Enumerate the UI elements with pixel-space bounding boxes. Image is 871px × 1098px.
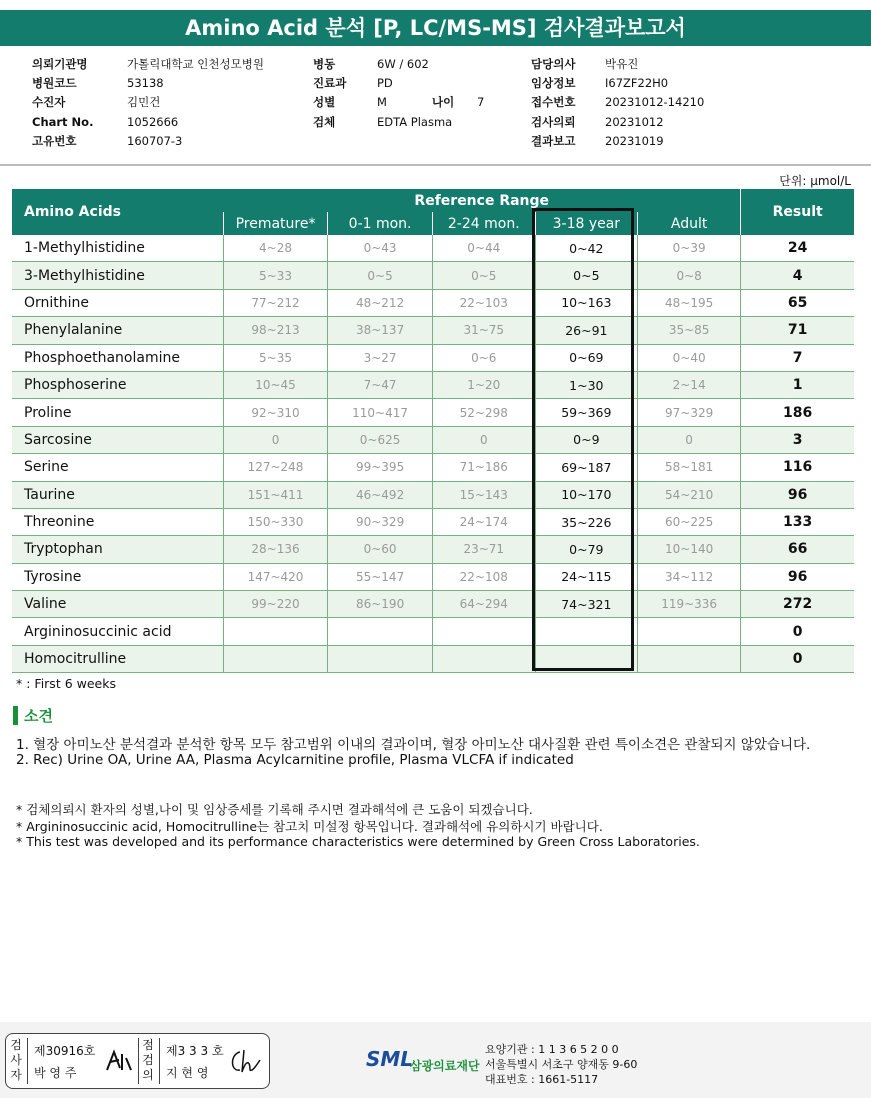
- reference-cell: 99~220: [223, 591, 328, 618]
- reference-cell: 0~42: [535, 235, 637, 262]
- info-value: 김민건: [127, 95, 161, 109]
- reviewer-name: 지 현 영: [166, 1066, 209, 1080]
- info-value: M: [377, 95, 387, 109]
- info-value: EDTA Plasma: [377, 115, 453, 129]
- info-value: 20231012-14210: [605, 95, 705, 109]
- reference-cell: 24~115: [535, 563, 637, 590]
- reference-cell: 77~212: [223, 289, 328, 316]
- note-3: * This test was developed and its performance characteristics were determined by Green Cross Laboratories.: [16, 834, 700, 849]
- info-label: 고유번호: [32, 134, 77, 148]
- reference-cell: 0~9: [535, 426, 637, 453]
- info-label: 수진자: [32, 95, 66, 109]
- reference-cell: 151~411: [223, 481, 328, 508]
- header-result: Result: [741, 189, 854, 235]
- result-cell: 7: [741, 344, 854, 371]
- info-value: 7: [477, 95, 485, 109]
- tester-signature: [104, 1048, 134, 1074]
- signature-box: [5, 1033, 270, 1089]
- reference-cell: [432, 618, 535, 645]
- result-cell: 186: [741, 399, 854, 426]
- reference-cell: [637, 645, 740, 672]
- table-row: [12, 289, 854, 316]
- reference-cell: 1~20: [432, 371, 535, 398]
- reference-cell: 150~330: [223, 508, 328, 535]
- reference-cell: 119~336: [637, 591, 740, 618]
- reference-cell: 10~163: [535, 289, 637, 316]
- reference-cell: 31~75: [432, 317, 535, 344]
- reference-cell: 127~248: [223, 454, 328, 481]
- table-row: [12, 481, 854, 508]
- reference-cell: 64~294: [432, 591, 535, 618]
- info-value: 6W / 602: [377, 57, 429, 71]
- info-label: 나이: [432, 95, 455, 109]
- findings-title: 소견: [24, 707, 53, 725]
- reference-cell: 5~33: [223, 262, 328, 289]
- reference-cell: 3~27: [328, 344, 432, 371]
- table-row: [12, 399, 854, 426]
- reviewer-signature: [228, 1046, 264, 1076]
- reference-cell: 55~147: [328, 563, 432, 590]
- info-label: 담당의사: [531, 57, 576, 71]
- reference-cell: 2~14: [637, 371, 740, 398]
- result-cell: 96: [741, 563, 854, 590]
- finding-line-1: 1. 혈장 아미노산 분석결과 분석한 항목 모두 참고범위 이내의 결과이며, 혈장 아미노산 대사질환 관련 특이소견은 관찰되지 않았습니다.: [16, 737, 811, 753]
- reference-cell: [223, 645, 328, 672]
- reference-cell: 0~60: [328, 536, 432, 563]
- table-row: [12, 563, 854, 590]
- reference-cell: 0~625: [328, 426, 432, 453]
- info-label: 임상정보: [531, 76, 576, 90]
- reference-cell: 99~395: [328, 454, 432, 481]
- table-row: [12, 426, 854, 453]
- table-row: [12, 618, 854, 645]
- divider: [0, 164, 871, 166]
- tester-name: 박 영 주: [34, 1066, 77, 1080]
- header-col-1: 0-1 mon.: [328, 212, 432, 235]
- reviewer-label: 점 검 의: [142, 1038, 154, 1082]
- reference-cell: 58~181: [637, 454, 740, 481]
- result-cell: 133: [741, 508, 854, 535]
- age-highlight-box: [532, 208, 634, 671]
- reference-cell: 7~47: [328, 371, 432, 398]
- table-row: [12, 645, 854, 672]
- reference-cell: [328, 618, 432, 645]
- reference-cell: 0~5: [328, 262, 432, 289]
- amino-acid-name: Phosphoethanolamine: [12, 344, 223, 371]
- reference-cell: 23~71: [432, 536, 535, 563]
- amino-acid-name: Argininosuccinic acid: [12, 618, 223, 645]
- reference-cell: 4~28: [223, 235, 328, 262]
- reference-cell: 24~174: [432, 508, 535, 535]
- result-cell: 0: [741, 618, 854, 645]
- result-cell: 4: [741, 262, 854, 289]
- result-cell: 71: [741, 317, 854, 344]
- lab-address: [485, 1042, 637, 1087]
- info-value: PD: [377, 76, 393, 90]
- reference-cell: 0~69: [535, 344, 637, 371]
- amino-acid-name: Phenylalanine: [12, 317, 223, 344]
- reference-cell: 59~369: [535, 399, 637, 426]
- amino-acid-name: Serine: [12, 454, 223, 481]
- reference-cell: 0: [432, 426, 535, 453]
- reference-cell: 90~329: [328, 508, 432, 535]
- amino-acid-name: 1-Methylhistidine: [12, 235, 223, 262]
- reference-cell: 98~213: [223, 317, 328, 344]
- reference-cell: 26~91: [535, 317, 637, 344]
- reference-cell: 0~43: [328, 235, 432, 262]
- header-col-2: 2-24 mon.: [432, 212, 535, 235]
- amino-acid-name: Valine: [12, 591, 223, 618]
- info-label: 결과보고: [531, 134, 576, 148]
- result-cell: 24: [741, 235, 854, 262]
- info-value: 박유진: [605, 57, 639, 71]
- reviewer-number: 제3 3 3 호: [166, 1044, 224, 1058]
- info-value: I67ZF22H0: [605, 76, 669, 90]
- reference-cell: 28~136: [223, 536, 328, 563]
- reference-cell: 10~140: [637, 536, 740, 563]
- reference-cell: 0~44: [432, 235, 535, 262]
- info-label: 성별: [313, 95, 336, 109]
- reference-cell: 69~187: [535, 454, 637, 481]
- table-row: [12, 536, 854, 563]
- reference-cell: 86~190: [328, 591, 432, 618]
- amino-acid-name: Ornithine: [12, 289, 223, 316]
- reference-cell: 60~225: [637, 508, 740, 535]
- table-row: [12, 454, 854, 481]
- reference-cell: 48~212: [328, 289, 432, 316]
- reference-cell: 71~186: [432, 454, 535, 481]
- reference-cell: 34~112: [637, 563, 740, 590]
- reference-cell: 92~310: [223, 399, 328, 426]
- amino-acid-name: Taurine: [12, 481, 223, 508]
- lab-name: 삼광의료재단: [410, 1059, 480, 1073]
- note-1: * 검체의뢰시 환자의 성별,나이 및 임상증세를 기록해 주시면 결과해석에 큰 도움이 되겠습니다.: [16, 802, 533, 817]
- info-value: 53138: [127, 76, 164, 90]
- reference-cell: 97~329: [637, 399, 740, 426]
- amino-acid-table: [12, 189, 854, 673]
- reference-cell: 35~226: [535, 508, 637, 535]
- info-label: 접수번호: [531, 95, 576, 109]
- amino-acid-name: Phosphoserine: [12, 371, 223, 398]
- result-cell: 116: [741, 454, 854, 481]
- tester-label: 검 사 자: [10, 1038, 22, 1082]
- reference-cell: [637, 618, 740, 645]
- patient-info: [0, 55, 871, 155]
- lab-code: 요양기관 : 1 1 3 6 5 2 0 0: [485, 1043, 619, 1056]
- info-label: 병동: [313, 57, 336, 71]
- info-value: 20231019: [605, 134, 664, 148]
- reference-cell: 110~417: [328, 399, 432, 426]
- reference-cell: [223, 618, 328, 645]
- amino-acid-name: Homocitrulline: [12, 645, 223, 672]
- result-cell: 1: [741, 371, 854, 398]
- reference-cell: 22~103: [432, 289, 535, 316]
- reference-cell: 54~210: [637, 481, 740, 508]
- reference-cell: 0: [223, 426, 328, 453]
- info-label: 검사의뢰: [531, 115, 576, 129]
- reference-cell: 15~143: [432, 481, 535, 508]
- reference-cell: 22~108: [432, 563, 535, 590]
- info-value: 1052666: [127, 115, 179, 129]
- amino-acid-name: Sarcosine: [12, 426, 223, 453]
- footnote: * : First 6 weeks: [16, 676, 116, 691]
- table-row: [12, 371, 854, 398]
- reference-cell: 1~30: [535, 371, 637, 398]
- reference-cell: 0: [637, 426, 740, 453]
- header-col-3: 3-18 year: [535, 212, 637, 235]
- info-label: 진료과: [313, 76, 347, 90]
- header-col-0: Premature*: [223, 212, 328, 235]
- lab-phone: 대표번호 : 1661-5117: [485, 1073, 599, 1086]
- result-cell: 66: [741, 536, 854, 563]
- info-value: 20231012: [605, 115, 664, 129]
- amino-acid-name: Threonine: [12, 508, 223, 535]
- lab-street: 서울특별시 서초구 양재동 9-60: [485, 1058, 638, 1071]
- result-cell: 0: [741, 645, 854, 672]
- header-reference-range: Reference Range: [223, 189, 741, 212]
- reference-cell: 0~40: [637, 344, 740, 371]
- amino-acid-name: Tyrosine: [12, 563, 223, 590]
- result-cell: 272: [741, 591, 854, 618]
- table-row: [12, 508, 854, 535]
- reference-cell: 0~39: [637, 235, 740, 262]
- table-row: [12, 344, 854, 371]
- reference-cell: 74~321: [535, 591, 637, 618]
- amino-acid-name: Tryptophan: [12, 536, 223, 563]
- result-cell: 65: [741, 289, 854, 316]
- report-title: Amino Acid 분석 [P, LC/MS-MS] 검사결과보고서: [0, 10, 871, 46]
- reference-cell: 38~137: [328, 317, 432, 344]
- sml-logo: SML: [366, 1047, 414, 1071]
- table-row: [12, 235, 854, 262]
- info-label: Chart No.: [32, 115, 94, 129]
- table-row: [12, 262, 854, 289]
- note-2: * Argininosuccinic acid, Homocitrulline는 참고치 미설정 항목입니다. 결과해석에 유의하시기 바랍니다.: [16, 819, 603, 834]
- tester-number: 제30916호: [34, 1044, 96, 1058]
- reference-cell: 10~170: [535, 481, 637, 508]
- reference-cell: 0~79: [535, 536, 637, 563]
- reference-cell: 46~492: [328, 481, 432, 508]
- reference-cell: 0~8: [637, 262, 740, 289]
- reference-cell: [432, 645, 535, 672]
- amino-acid-name: 3-Methylhistidine: [12, 262, 223, 289]
- header-col-4: Adult: [637, 212, 740, 235]
- reference-cell: 0~5: [535, 262, 637, 289]
- reference-cell: 48~195: [637, 289, 740, 316]
- info-label: 의뢰기관명: [32, 57, 88, 71]
- result-cell: 3: [741, 426, 854, 453]
- table-row: [12, 591, 854, 618]
- header-amino-acids: Amino Acids: [12, 189, 223, 235]
- reference-cell: 10~45: [223, 371, 328, 398]
- table-row: [12, 317, 854, 344]
- info-label: 검체: [313, 115, 336, 129]
- info-value: 160707-3: [127, 134, 183, 148]
- reference-cell: 5~35: [223, 344, 328, 371]
- reference-cell: 0~6: [432, 344, 535, 371]
- findings-marker: [13, 706, 18, 725]
- unit-label: 단위: μmol/L: [779, 174, 851, 188]
- reference-cell: 35~85: [637, 317, 740, 344]
- reference-cell: 0~5: [432, 262, 535, 289]
- result-cell: 96: [741, 481, 854, 508]
- info-label: 병원코드: [32, 76, 77, 90]
- finding-line-2: 2. Rec) Urine OA, Urine AA, Plasma Acylcarnitine profile, Plasma VLCFA if indicated: [16, 752, 574, 768]
- reference-cell: 52~298: [432, 399, 535, 426]
- reference-cell: [328, 645, 432, 672]
- info-value: 가톨릭대학교 인천성모병원: [127, 57, 264, 71]
- reference-cell: 147~420: [223, 563, 328, 590]
- amino-acid-name: Proline: [12, 399, 223, 426]
